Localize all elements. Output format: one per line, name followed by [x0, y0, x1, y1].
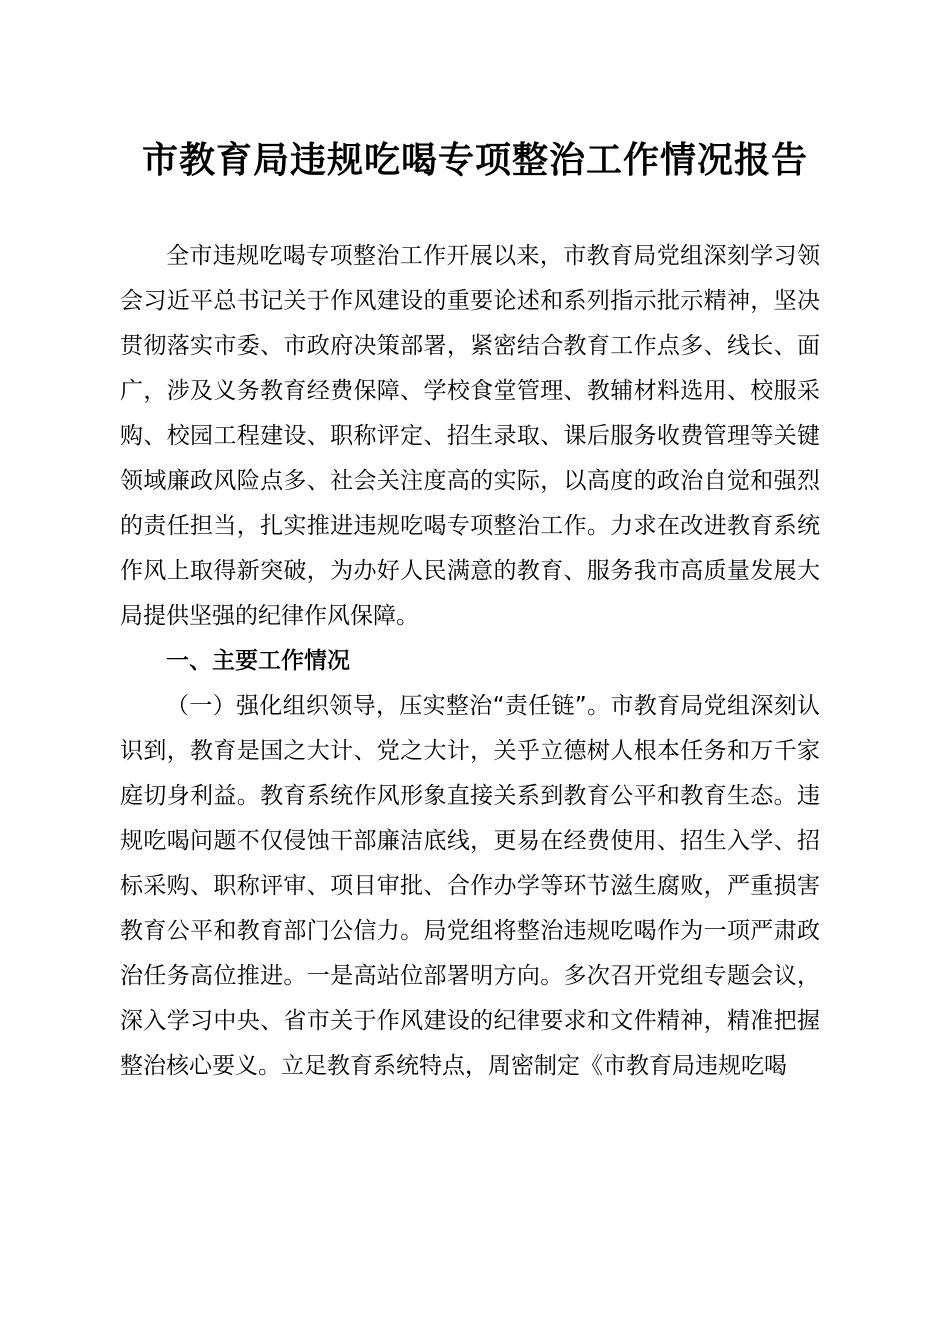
section-heading: 一、主要工作情况 — [166, 648, 350, 674]
document-body — [120, 234, 820, 1089]
section-paragraph: （一）强化组织领导，压实整治“责任链”。市教育局党组深刻认识到，教育是国之大计、党之大计，关乎立德树人根本任务和万千家庭切身利益。教育系统作风形象直接关系到教育公平和教育生态。违规吃喝问题不仅侵蚀干部廉洁底线，更易在经费使用、招生入学、招标采购、职称评审、项目审批、合作办学等环节滋生腐败，严重损害教育公平和教育部门公信力。局党组将整治违规吃喝作为一项严肃政治任务高位推进。一是高站位部署明方向。多次召开党组专题会议，深入学习中央、省市关于作风建设的纪律要求和文件精神，精准把握整治核心要义。立足教育系统特点，周密制定《市教育局违规吃喝 — [120, 693, 820, 1079]
document-title: 市教育局违规吃喝专项整治工作情况报告 — [141, 139, 808, 181]
intro-paragraph: 全市违规吃喝专项整治工作开展以来，市教育局党组深刻学习领会习近平总书记关于作风建设的重要论述和系列指示批示精神，坚决贯彻落实市委、市政府决策部署，紧密结合教育工作点多、线长、面广，涉及义务教育经费保障、学校食堂管理、教辅材料选用、校服采购、校园工程建设、职称评定、招生录取、课后服务收费管理等关键领域廉政风险点多、社会关注度高的实际，以高度的政治自觉和强烈的责任担当，扎实推进违规吃喝专项整治工作。力求在改进教育系统作风上取得新突破，为办好人民满意的教育、服务我市高质量发展大局提供坚强的纪律作风保障。 — [120, 243, 820, 629]
